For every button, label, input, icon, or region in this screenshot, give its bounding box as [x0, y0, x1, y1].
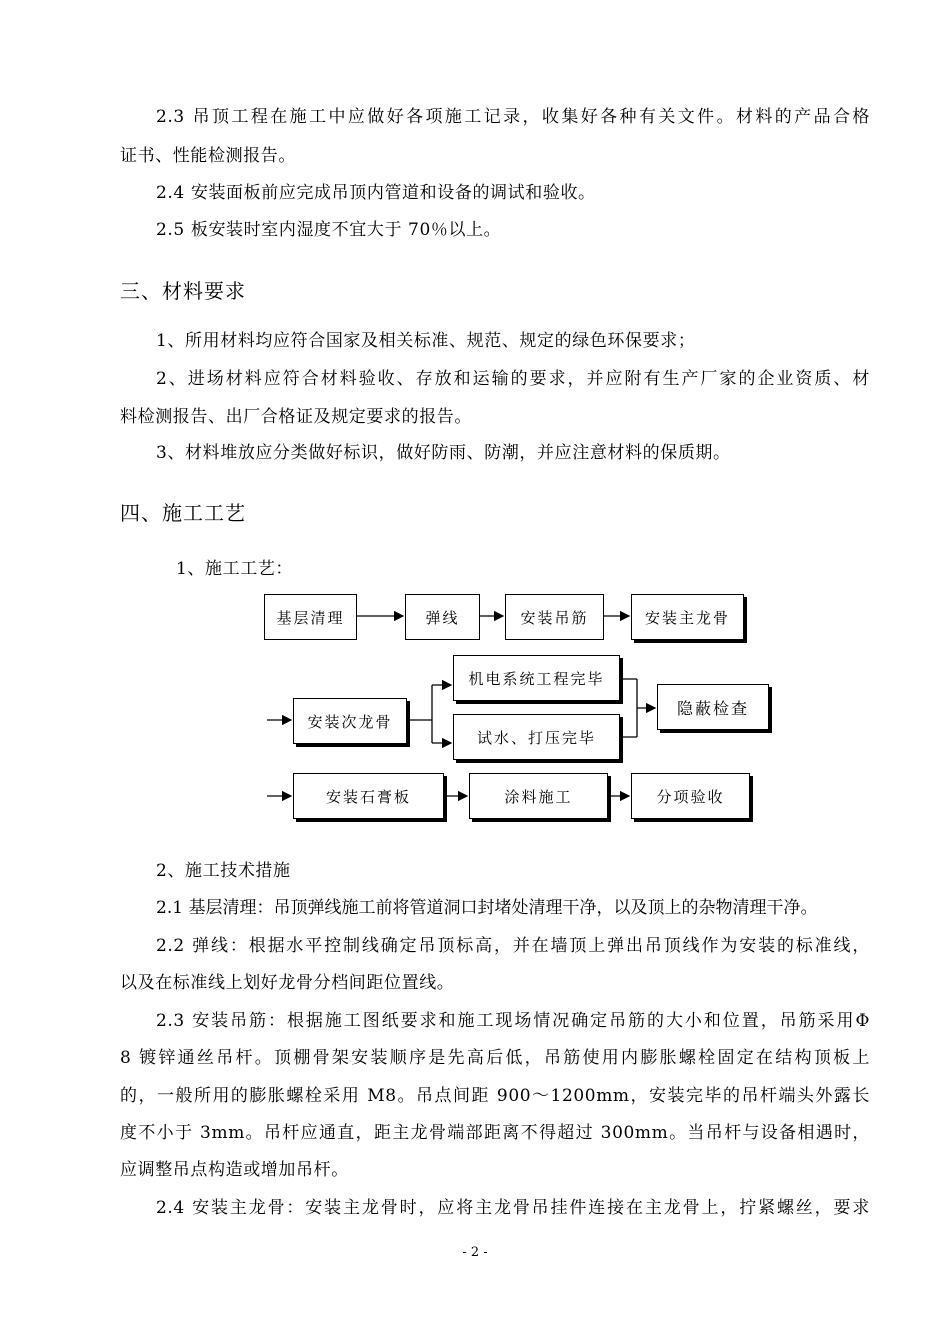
section-4-heading: 四、施工工艺	[120, 501, 246, 525]
flow-step-gypsum-board: 安装石膏板	[293, 773, 444, 819]
paragraph-2-3b-line2: 8 镀锌通丝吊杆。顶棚骨架安装顺序是先高后低，吊筋使用内膨胀螺栓固定在结构顶板上	[120, 1048, 870, 1068]
page-number: - 2 -	[462, 1245, 488, 1260]
paragraph-2-3b-line1: 2.3 安装吊筋：根据施工图纸要求和施工现场情况确定吊筋的大小和位置，吊筋采用Φ	[156, 1011, 870, 1031]
flow-step-sub-item-acceptance: 分项验收	[631, 773, 750, 819]
section-3-heading: 三、材料要求	[120, 279, 246, 303]
paragraph-2-1: 2.1 基层清理：吊顶弹线施工前将管道洞口封堵处清理干净，以及顶上的杂物清理干净。	[156, 898, 818, 918]
flow-step-secondary-keel: 安装次龙骨	[293, 698, 407, 744]
flow-step-main-keel: 安装主龙骨	[631, 594, 744, 640]
paragraph-2-3-line2: 证书、性能检测报告。	[120, 146, 296, 166]
paragraph-2-3b-line5: 应调整吊点构造或增加吊杆。	[120, 1160, 349, 1180]
section-3-item-2-line1: 2、进场材料应符合材料验收、存放和运输的要求，并应附有生产厂家的企业资质、材	[156, 369, 870, 389]
flow-step-painting: 涂料施工	[469, 773, 608, 819]
paragraph-2-3b-line4: 度不小于 3mm。吊杆应通直，距主龙骨端部距离不得超过 300mm。当吊杆与设备相遇时，	[120, 1123, 870, 1143]
section-3-item-3: 3、材料堆放应分类做好标识，做好防雨、防潮，并应注意材料的保质期。	[156, 443, 731, 463]
paragraph-2-2-line2: 以及在标准线上划好龙骨分档间距位置线。	[120, 973, 455, 993]
paragraph-2-2-line1: 2.2 弹线：根据水平控制线确定吊顶标高，并在墙顶上弹出吊顶线作为安装的标准线，	[156, 936, 870, 956]
flow-step-base-cleaning: 基层清理	[264, 594, 357, 640]
flow-step-pressure-test: 试水、打压完毕	[453, 714, 620, 760]
flow-step-concealed-inspection: 隐蔽检查	[657, 684, 769, 730]
paragraph-2-3-line1: 2.3 吊顶工程在施工中应做好各项施工记录，收集好各种有关文件。材料的产品合格	[156, 107, 870, 127]
paragraph-2-4: 2.4 安装面板前应完成吊顶内管道和设备的调试和验收。	[156, 183, 596, 203]
paragraph-2-4b-line1: 2.4 安装主龙骨：安装主龙骨时，应将主龙骨吊挂件连接在主龙骨上，拧紧螺丝，要求	[156, 1198, 870, 1218]
flow-step-chalk-line: 弹线	[405, 594, 480, 640]
section-4-sub-2: 2、施工技术措施	[156, 861, 291, 881]
section-3-item-1: 1、所用材料均应符合国家及相关标准、规范、规定的绿色环保要求；	[156, 331, 696, 351]
flow-step-hanging-rods: 安装吊筋	[505, 594, 604, 640]
paragraph-2-3b-line3: 的，一般所用的膨胀螺栓采用 M8。吊点间距 900～1200mm，安装完毕的吊杆端头外露长	[120, 1086, 870, 1106]
section-3-item-2-line2: 料检测报告、出厂合格证及规定要求的报告。	[120, 407, 472, 427]
flow-step-mep-complete: 机电系统工程完毕	[453, 655, 620, 701]
section-4-sub-1: 1、施工工艺：	[176, 559, 294, 579]
paragraph-2-5: 2.5 板安装时室内湿度不宜大于 70％以上。	[156, 220, 502, 240]
